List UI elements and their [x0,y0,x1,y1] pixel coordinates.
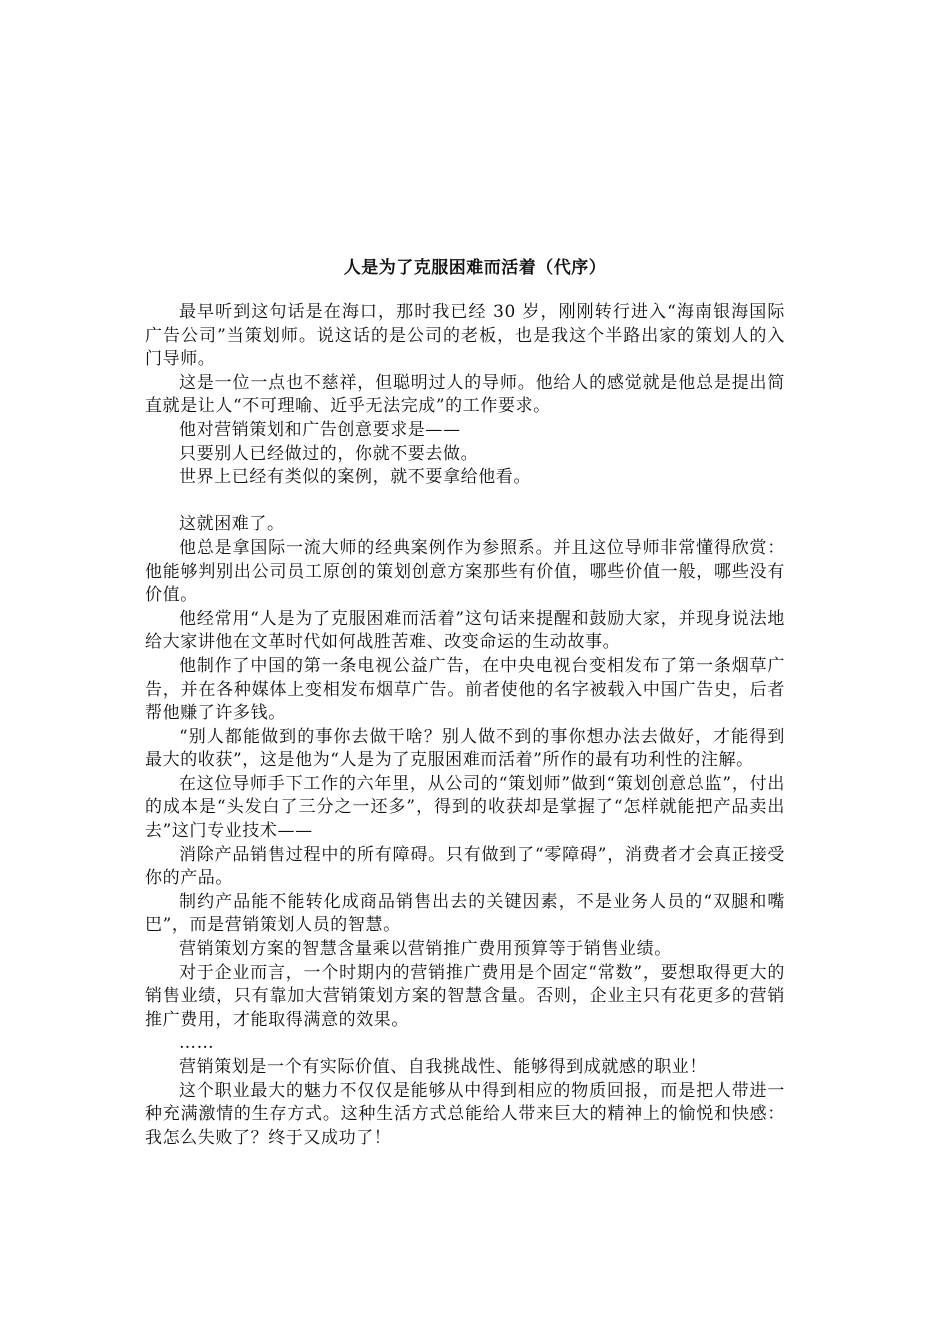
paragraph: 制约产品能不能转化成商品销售出去的关键因素，不是业务人员的“双腿和嘴巴”，而是营销策划人员的智慧。 [145,891,785,936]
paragraph: 他制作了中国的第一条电视公益广告，在中央电视台变相发布了第一条烟草广告，并在各种媒体上变相发布烟草广告。前者使他的名字被载入中国广告史，后者帮他赚了许多钱。 [145,655,785,724]
paragraph: 他经常用“人是为了克服困难而活着”这句话来提醒和鼓励大家，并现身说法地给大家讲他在文革时代如何战胜苦难、改变命运的生动故事。 [145,608,785,653]
paragraph: 在这位导师手下工作的六年里，从公司的“策划师”做到“策划创意总监”，付出的成本是“头发白了三分之一还多”，得到的收获却是掌握了“怎样就能把产品卖出去”这门专业技术—— [145,773,785,842]
paragraph: 对于企业而言，一个时期内的营销推广费用是个固定“常数”，要想取得更大的销售业绩，只有靠加大营销策划方案的智慧含量。否则，企业主只有花更多的营销推广费用，才能取得满意的效果。 [145,962,785,1030]
paragraph: 消除产品销售过程中的所有障碍。只有做到了“零障碍”，消费者才会真正接受你的产品。 [145,844,785,889]
paragraph: 营销策划是一个有实际价值、自我挑战性、能够得到成就感的职业！ [179,1057,707,1077]
paragraph: “别人都能做到的事你去做干啥？别人做不到的事你想办法去做好，才能得到最大的收获”，这是他为“人是为了克服困难而活着”所作的最有功利性的注解。 [145,726,785,771]
paragraph: …… [179,1033,215,1054]
paragraph: 只要别人已经做过的，你就不要去做。 [179,443,479,464]
paragraph: 世界上已经有类似的案例，就不要拿给他看。 [179,467,531,488]
paragraph: 营销策划方案的智慧含量乘以营销推广费用预算等于销售业绩。 [179,939,672,960]
document-body [145,301,785,1150]
paragraph: 这就困难了。 [179,514,285,535]
paragraph: 这是一位一点也不慈祥，但聪明过人的导师。他给人的感觉就是他总是提出简直就是让人“不可理喻、近乎无法完成”的工作要求。 [145,372,785,417]
paragraph: 他总是拿国际一流大师的经典案例作为参照系。并且这位导师非常懂得欣赏：他能够判别出公司员工原创的策划创意方案那些有价值，哪些价值一般，哪些没有价值。 [145,537,785,606]
paragraph: 最早听到这句话是在海口，那时我已经 30 岁，刚刚转行进入“海南银海国际广告公司”当策划师。说这话的是公司的老板，也是我这个半路出家的策划人的入门导师。 [145,302,785,370]
document-title: 人是为了克服困难而活着（代序） [343,258,607,278]
blank-line [145,490,785,514]
paragraph: 这个职业最大的魅力不仅仅是能够从中得到相应的物质回报，而是把人带进一种充满激情的生存方式。这种生活方式总能给人带来巨大的精神上的愉悦和快感：我怎么失败了？终于又成功了！ [145,1080,785,1148]
paragraph: 他对营销策划和广告创意要求是—— [179,419,461,440]
